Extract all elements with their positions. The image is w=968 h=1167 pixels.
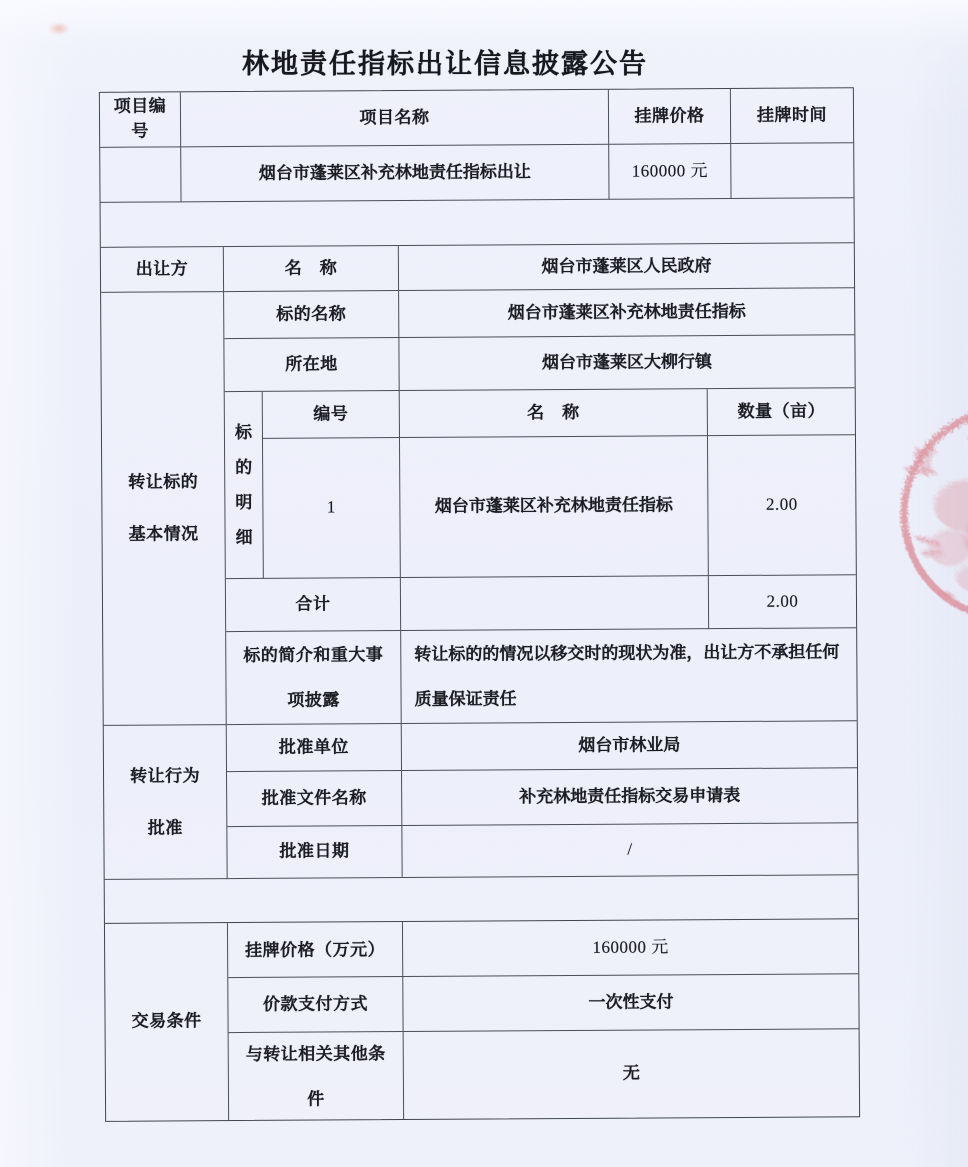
trade-other-label-text: 与转让相关其他条件	[245, 1043, 386, 1109]
detail-vertical-char: 标	[234, 422, 253, 443]
trade-price-label	[228, 922, 403, 978]
seller-name-value: 烟台市蓬莱区人民政府	[399, 243, 854, 291]
subject-name-label: 标的名称	[224, 291, 399, 339]
detail-vertical-label	[225, 392, 264, 579]
pink-ink-smudge	[48, 22, 70, 35]
detail-vertical-char: 明	[235, 492, 253, 513]
detail-total-label: 合计	[226, 578, 401, 632]
trade-price-label-text: 挂牌价格（万元）	[245, 939, 386, 960]
approval-unit-label: 批准单位	[227, 724, 402, 772]
cell-project-name: 烟台市蓬莱区补充林地责任指标出让	[181, 145, 609, 203]
disclosure-table	[99, 87, 860, 1122]
approval-date-value: /	[402, 823, 857, 878]
disclosure-value: 转让标的的情况以移交时的现状为准，出让方不承担任何质量保证责任	[401, 628, 857, 724]
col-header-project-id: 项目编号	[100, 92, 181, 147]
trade-payment-label: 价款支付方式	[228, 977, 403, 1033]
listing-header-section	[100, 88, 854, 248]
trade-section-label: 交易条件	[105, 923, 229, 1121]
empty-band-row	[101, 198, 854, 248]
detail-col-no: 编号	[263, 391, 400, 439]
detail-row-qty: 2.00	[708, 435, 856, 576]
detail-row-name: 烟台市蓬莱区补充林地责任指标	[400, 436, 709, 578]
trade-payment-value: 一次性支付	[403, 974, 858, 1032]
col-header-project-name: 项目名称	[181, 90, 609, 148]
empty-band-row	[105, 875, 858, 924]
approval-unit-value: 烟台市林业局	[402, 721, 857, 771]
col-header-price: 挂牌价格	[609, 89, 731, 145]
detail-vertical-char: 的	[235, 457, 253, 478]
col-header-time: 挂牌时间	[731, 88, 853, 144]
trade-other-label	[229, 1032, 405, 1120]
disclosure-label	[226, 631, 402, 725]
subject-name-value: 烟台市蓬莱区补充林地责任指标	[399, 288, 854, 338]
cell-time	[731, 143, 853, 199]
location-value: 烟台市蓬莱区大柳行镇	[399, 335, 854, 391]
subject-info-section	[101, 243, 858, 880]
detail-col-qty: 数量（亩）	[708, 388, 855, 436]
cell-project-id	[100, 147, 181, 202]
detail-total-blank	[401, 576, 709, 631]
disclosure-label-text: 标的简介和重大事项披露	[243, 645, 384, 710]
official-seal-stamp	[876, 388, 968, 656]
approval-doc-label: 批准文件名称	[227, 771, 402, 827]
approval-date-label: 批准日期	[227, 826, 402, 879]
location-label: 所在地	[224, 338, 399, 392]
seller-name-label: 名 称	[224, 246, 399, 292]
basic-info-section-label: 转让标的 基本情况	[101, 292, 227, 726]
detail-vertical-char: 细	[235, 527, 253, 548]
detail-col-name: 名 称	[400, 389, 708, 438]
cell-price: 160000 元	[609, 144, 731, 200]
approval-section-label: 转让行为 批准	[104, 725, 228, 880]
trade-conditions-section	[105, 919, 859, 1121]
trade-price-value: 160000 元	[403, 919, 858, 977]
document-title: 林地责任指标出让信息披露公告	[242, 49, 648, 79]
detail-row-no: 1	[263, 438, 401, 579]
approval-doc-value: 补充林地责任指标交易申请表	[402, 768, 857, 826]
detail-total-qty: 2.00	[709, 575, 856, 629]
seller-section-label: 出让方	[101, 247, 224, 293]
trade-other-value: 无	[622, 1063, 640, 1083]
